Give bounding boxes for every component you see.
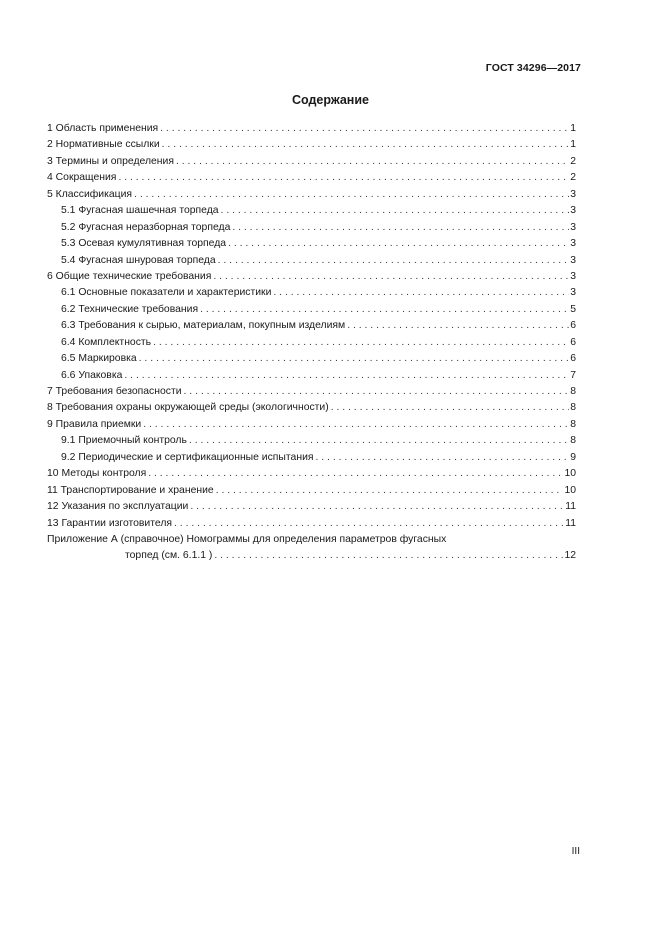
toc-entry-title: 3 Термины и определения (47, 155, 174, 167)
toc-entry-title: 5.4 Фугасная шнуровая торпеда (61, 254, 216, 266)
toc-entry-title: 13 Гарантии изготовителя (47, 517, 173, 529)
toc-entry[interactable] (47, 154, 576, 170)
toc-leader-dots (134, 187, 569, 203)
toc-entry[interactable] (47, 187, 576, 203)
toc-entry[interactable] (47, 516, 576, 532)
toc-entry-title: 5.2 Фугасная неразборная торпеда (61, 221, 231, 233)
toc-entry-page: 8 (570, 402, 576, 414)
toc-entry-title: 5.3 Осевая кумулятивная торпеда (61, 238, 227, 250)
toc-entry[interactable] (47, 121, 576, 137)
toc-leader-dots (153, 335, 569, 351)
toc-entry-title: 6.2 Технические требования (61, 303, 199, 315)
toc-entry-page: 6 (570, 320, 576, 332)
document-code: ГОСТ 34296—2017 (485, 62, 581, 74)
toc-leader-dots (331, 400, 570, 416)
toc-leader-dots (214, 548, 563, 564)
toc-subentry[interactable] (47, 220, 576, 236)
toc-leader-dots (118, 170, 569, 186)
toc-entry-title: 9.1 Приемочный контроль (61, 435, 187, 447)
toc-appendix-line2[interactable] (47, 548, 576, 564)
toc-leader-dots (162, 137, 570, 153)
toc-leader-dots (174, 516, 564, 532)
toc-subentry[interactable] (47, 302, 576, 318)
toc-appendix-line1[interactable] (47, 532, 576, 548)
toc-leader-dots (347, 318, 569, 334)
toc-entry[interactable] (47, 483, 576, 499)
toc-entry[interactable] (47, 400, 576, 416)
toc-subentry[interactable] (47, 351, 576, 367)
toc-entry-title: 7 Требования безопасности (47, 386, 182, 397)
toc-entry-title: 6.6 Упаковка (61, 369, 123, 381)
toc-entry-title: 6.5 Маркировка (61, 353, 137, 365)
toc-leader-dots (221, 203, 570, 219)
toc-leader-dots (200, 302, 569, 318)
toc-subentry[interactable] (47, 368, 576, 384)
page-number: III (571, 846, 580, 857)
toc-subentry[interactable] (47, 335, 576, 351)
toc-entry-page: 7 (570, 369, 576, 381)
toc-subentry[interactable] (47, 318, 576, 334)
toc-entry-page: 3 (570, 188, 576, 200)
toc-subentry[interactable] (47, 236, 576, 252)
toc-entry-title: 6.3 Требования к сырью, материалам, покупным изделиям (61, 320, 346, 332)
toc-leader-dots (190, 499, 564, 515)
toc-entry-title: 6 Общие технические требования (47, 270, 212, 282)
toc-entry[interactable] (47, 499, 576, 515)
toc-appendix-title: Приложение А (справочное) Номограммы для определения параметров фугасных (47, 533, 447, 545)
toc-entry-title: 2 Нормативные ссылки (47, 139, 160, 151)
toc-entry-page: 10 (564, 468, 576, 480)
toc-title: Содержание (291, 93, 369, 107)
toc-leader-dots (218, 253, 570, 269)
toc-entry-title: 11 Транспортирование и хранение (47, 484, 214, 496)
toc-leader-dots (213, 269, 569, 285)
toc-entry-page: 8 (570, 418, 576, 430)
toc-leader-dots (273, 285, 569, 301)
toc-leader-dots (124, 368, 569, 384)
toc-entry-page: 11 (565, 517, 576, 529)
toc-entry[interactable] (47, 466, 576, 482)
toc-entry-title: 6.1 Основные показатели и характеристики (61, 287, 272, 299)
toc-entry[interactable] (47, 170, 576, 186)
toc-entry-title: 5 Классификация (47, 188, 133, 200)
toc-subentry[interactable] (47, 285, 576, 301)
toc-leader-dots (176, 154, 569, 170)
table-of-contents (47, 121, 576, 565)
toc-entry-title: 4 Сокращения (47, 172, 117, 184)
toc-leader-dots (160, 121, 569, 137)
toc-entry-page: 3 (570, 254, 576, 266)
toc-leader-dots (216, 483, 564, 499)
toc-entry-page: 1 (570, 123, 576, 134)
toc-entry-title: 6.4 Комплектность (61, 336, 152, 348)
toc-subentry[interactable] (47, 433, 576, 449)
toc-entry-title: 10 Методы контроля (47, 468, 147, 480)
toc-entry[interactable] (47, 384, 576, 400)
toc-entry-page: 2 (570, 172, 576, 184)
toc-entry-title: 12 Указания по эксплуатации (47, 501, 189, 513)
toc-entry[interactable] (47, 417, 576, 433)
toc-entry[interactable] (47, 269, 576, 285)
toc-leader-dots (228, 236, 569, 252)
toc-leader-dots (184, 384, 570, 400)
toc-subentry[interactable] (47, 203, 576, 219)
toc-entry-page: 6 (570, 353, 576, 365)
toc-entry-page: 1 (570, 139, 576, 151)
toc-entry-title: 1 Область применения (47, 123, 159, 134)
toc-leader-dots (232, 220, 569, 236)
toc-leader-dots (139, 351, 570, 367)
toc-leader-dots (316, 450, 570, 466)
toc-entry-page: 3 (570, 205, 576, 217)
toc-entry-page: 3 (570, 221, 576, 233)
toc-entry[interactable] (47, 137, 576, 153)
toc-entry-page: 2 (570, 155, 576, 167)
toc-entry-page: 3 (570, 270, 576, 282)
toc-entry-page: 5 (570, 303, 576, 315)
toc-entry-page: 8 (570, 386, 576, 397)
toc-entry-page: 9 (570, 451, 576, 463)
toc-entry-page: 10 (564, 484, 576, 496)
toc-entry-page: 11 (565, 501, 576, 513)
toc-entry-title: 9.2 Периодические и сертификационные испытания (61, 451, 314, 463)
toc-entry-page: 3 (570, 238, 576, 250)
toc-leader-dots (148, 466, 563, 482)
toc-entry-title: 5.1 Фугасная шашечная торпеда (61, 205, 219, 217)
toc-entry-page: 6 (570, 336, 576, 348)
toc-subentry[interactable] (47, 253, 576, 269)
toc-entry-title: 9 Правила приемки (47, 418, 142, 430)
toc-entry-title: 8 Требования охраны окружающей среды (экологичности) (47, 402, 329, 414)
toc-entry-page: 3 (570, 287, 576, 299)
toc-leader-dots (143, 417, 569, 433)
toc-leader-dots (189, 433, 569, 449)
toc-entry-page: 12 (564, 550, 576, 562)
toc-entry-page: 8 (570, 435, 576, 447)
toc-subentry[interactable] (47, 450, 576, 466)
toc-appendix-title-cont: торпед (см. 6.1.1 ) (125, 550, 213, 562)
